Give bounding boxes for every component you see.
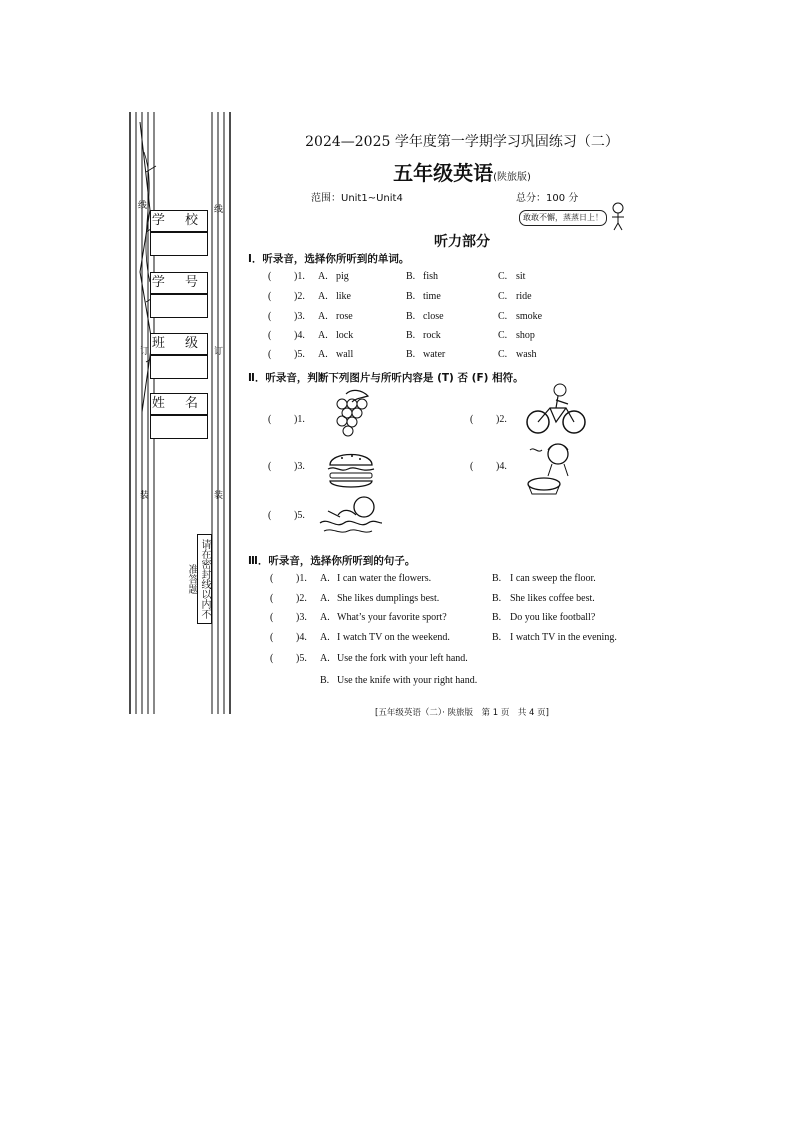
- answer-paren[interactable]: (: [268, 311, 272, 322]
- question-number: )2.: [294, 291, 305, 302]
- option-c-text: shop: [516, 330, 535, 341]
- binding-strip: [128, 112, 232, 714]
- no-answer-notice: 请在密封线以内不准答题: [197, 534, 212, 624]
- answer-paren[interactable]: (: [270, 653, 274, 664]
- question-number: )4.: [296, 632, 307, 643]
- option-a-letter: A.: [318, 330, 328, 341]
- option-a-letter: A.: [318, 291, 328, 302]
- option-c-letter: C.: [498, 291, 508, 302]
- option-b-letter: B.: [492, 612, 502, 623]
- option-b-letter: B.: [406, 291, 416, 302]
- part1-question[interactable]: [268, 310, 568, 324]
- school-field[interactable]: [150, 210, 210, 256]
- name-label: 姓 名: [150, 393, 208, 415]
- option-b-letter: B.: [492, 593, 502, 604]
- question-number: )1.: [296, 573, 307, 584]
- part2-question[interactable]: [470, 460, 530, 474]
- option-b-letter: B.: [406, 311, 416, 322]
- option-b-text: close: [423, 311, 444, 322]
- option-b-text: water: [423, 349, 446, 360]
- question-number: )3.: [294, 461, 305, 472]
- binding-word-line-right: 线: [214, 205, 224, 215]
- option-a-letter: A.: [320, 573, 330, 584]
- option-b-text: rock: [423, 330, 441, 341]
- part3-question[interactable]: [270, 631, 620, 645]
- answer-paren[interactable]: (: [268, 510, 272, 521]
- answer-paren[interactable]: (: [268, 414, 272, 425]
- option-a-text: rose: [336, 311, 353, 322]
- answer-paren[interactable]: (: [268, 291, 272, 302]
- option-a-text: What’s your favorite sport?: [337, 612, 447, 623]
- option-b-text: time: [423, 291, 441, 302]
- answer-paren[interactable]: (: [270, 612, 274, 623]
- question-number: )2.: [296, 593, 307, 604]
- subject-name: 五年级英语: [393, 161, 494, 185]
- part1-question[interactable]: [268, 329, 568, 343]
- exam-subtitle: [232, 157, 692, 186]
- binding-word-seal-right: 装: [214, 491, 224, 501]
- question-number: )2.: [496, 414, 507, 425]
- option-a-letter: A.: [320, 612, 330, 623]
- question-number: )5.: [294, 510, 305, 521]
- question-number: )5.: [294, 349, 305, 360]
- class-field[interactable]: [150, 333, 210, 379]
- question-number: )4.: [496, 461, 507, 472]
- option-c-letter: C.: [498, 271, 508, 282]
- option-a-text: lock: [336, 330, 354, 341]
- question-number: )5.: [296, 653, 307, 664]
- edition-label: (陕旅版): [493, 172, 531, 183]
- option-b-text: Use the knife with your right hand.: [337, 675, 478, 686]
- exam-scope: 范围：Unit1~Unit4: [311, 193, 403, 204]
- part1-question[interactable]: [268, 270, 568, 284]
- part1-question[interactable]: [268, 348, 568, 362]
- answer-paren[interactable]: (: [268, 349, 272, 360]
- option-a-text: I can water the flowers.: [337, 573, 432, 584]
- option-b-letter: B.: [406, 349, 416, 360]
- cyclist-icon: [526, 382, 588, 436]
- option-a-letter: A.: [318, 271, 328, 282]
- student-number-input-box[interactable]: [150, 294, 208, 318]
- part3-heading: Ⅲ．听录音，选择你所听到的句子。: [248, 555, 416, 567]
- question-number: )4.: [294, 330, 305, 341]
- option-a-text: She likes dumplings best.: [337, 593, 440, 604]
- answer-paren[interactable]: (: [268, 271, 272, 282]
- option-b-text: Do you like football?: [510, 612, 596, 623]
- exam-title: 2024—2025 学年度第一学期学习巩固练习（二）: [305, 134, 619, 150]
- binding-word-seal: 装: [140, 491, 150, 501]
- question-number: )1.: [294, 271, 305, 282]
- name-field[interactable]: [150, 393, 210, 439]
- option-a-text: I watch TV on the weekend.: [337, 632, 450, 643]
- total-score: 总分：100 分: [516, 193, 579, 204]
- class-input-box[interactable]: [150, 355, 208, 379]
- name-input-box[interactable]: [150, 415, 208, 439]
- student-number-field[interactable]: [150, 272, 210, 318]
- question-number: )3.: [294, 311, 305, 322]
- hamburger-icon: [326, 445, 376, 491]
- class-label: 班 级: [150, 333, 208, 355]
- binding-word-bind-right: 订: [214, 347, 224, 357]
- part2-question[interactable]: [268, 460, 328, 474]
- option-b-letter: B.: [492, 632, 502, 643]
- answer-paren[interactable]: (: [268, 330, 272, 341]
- option-b-letter: B.: [406, 271, 416, 282]
- school-label: 学 校: [150, 210, 208, 232]
- question-number: )3.: [296, 612, 307, 623]
- option-c-text: wash: [516, 349, 537, 360]
- part2-question[interactable]: [268, 413, 328, 427]
- option-b-text: I can sweep the floor.: [510, 573, 596, 584]
- option-c-letter: C.: [498, 311, 508, 322]
- answer-paren[interactable]: (: [270, 632, 274, 643]
- binding-word-bind: 订: [140, 347, 150, 357]
- answer-paren[interactable]: (: [268, 461, 272, 472]
- part3-question-option-b: [320, 674, 520, 688]
- swimmer-icon: [318, 493, 384, 539]
- option-a-text: Use the fork with your left hand.: [337, 653, 468, 664]
- part3-question[interactable]: [270, 572, 620, 586]
- grapes-icon: [328, 388, 378, 440]
- school-input-box[interactable]: [150, 232, 208, 256]
- part3-question[interactable]: [270, 592, 620, 606]
- option-a-text: wall: [336, 349, 354, 360]
- option-a-letter: A.: [320, 593, 330, 604]
- part3-question[interactable]: [270, 652, 530, 666]
- option-c-text: ride: [516, 291, 532, 302]
- option-a-letter: A.: [318, 349, 328, 360]
- option-a-text: pig: [336, 271, 349, 282]
- page-footer: [五年级英语（二）· 陕旅版 第 1 页 共 4 页]: [375, 708, 549, 718]
- mascot-icon: [608, 201, 628, 231]
- answer-paren[interactable]: (: [270, 593, 274, 604]
- option-a-letter: A.: [320, 632, 330, 643]
- part3-question[interactable]: [270, 611, 620, 625]
- binding-word-line: 线: [138, 201, 148, 211]
- part2-question[interactable]: [470, 413, 530, 427]
- option-a-text: like: [336, 291, 351, 302]
- answer-paren[interactable]: (: [470, 414, 474, 425]
- option-a-letter: A.: [320, 653, 330, 664]
- washing-girl-icon: [524, 440, 586, 498]
- option-a-letter: A.: [318, 311, 328, 322]
- option-c-letter: C.: [498, 330, 508, 341]
- part1-heading: Ⅰ．听录音，选择你所听到的单词。: [248, 253, 410, 265]
- option-b-letter: B.: [406, 330, 416, 341]
- motto-badge: 敢敢不懈，蒸蒸日上！: [519, 210, 607, 226]
- part1-question[interactable]: [268, 290, 568, 304]
- option-b-text: I watch TV in the evening.: [510, 632, 617, 643]
- part2-heading: Ⅱ．听录音，判断下列图片与所听内容是 (T) 否 (F) 相符。: [248, 372, 524, 384]
- option-b-letter: B.: [492, 573, 502, 584]
- option-b-text: She likes coffee best.: [510, 593, 595, 604]
- answer-paren[interactable]: (: [470, 461, 474, 472]
- listening-section-title: 听力部分: [434, 234, 490, 250]
- question-number: )1.: [294, 414, 305, 425]
- option-c-text: sit: [516, 271, 526, 282]
- student-number-label: 学 号: [150, 272, 208, 294]
- option-c-letter: C.: [498, 349, 508, 360]
- option-b-letter: B.: [320, 675, 330, 686]
- option-c-text: smoke: [516, 311, 543, 322]
- option-b-text: fish: [423, 271, 438, 282]
- answer-paren[interactable]: (: [270, 573, 274, 584]
